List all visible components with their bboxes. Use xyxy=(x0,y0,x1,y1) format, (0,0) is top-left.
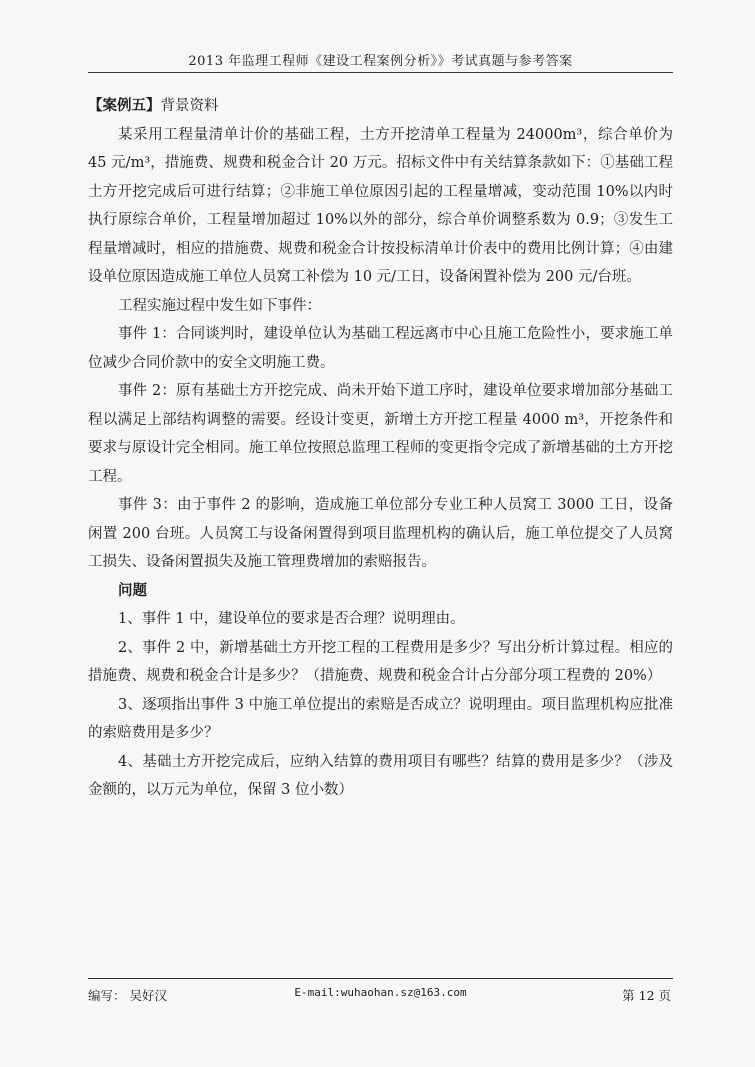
events-intro: 工程实施过程中发生如下事件： xyxy=(118,297,321,314)
case-title-text: 背景资料 xyxy=(160,98,219,114)
header-divider xyxy=(88,72,673,73)
question-2: 2、事件 2 中，新增基础土方开挖工程的工程费用是多少？写出分析计算过程。相应的措施费、规费和税金合计是多少？（措施费、规费和税金合计占分部分项工程费的 20%） xyxy=(88,639,673,684)
footer-editor: 编写： 吴好汉 xyxy=(88,988,167,1003)
questions-title: 问题 xyxy=(118,581,147,599)
background-paragraph: 某采用工程量清单计价的基础工程，土方开挖清单工程量为 24000m³，综合单价为 45 元/m³，措施费、规费和税金合计 20 万元。招标文件中有关结算条款如下：①基础工程土方开挖完成后可进行结算；②非施工单位原因引起的工程量增减，变动范围 10%以内时执行原综合单价，工程量增加超过 10%以外的部分，综合单价调整系数为 0.9；③发生工程量增减时，相应的措施费、规费和税金合计按投标清单计价表中的费用比例计算；④由建设单位原因造成施工单位人员窝工补偿为 10 元/工日，设备闲置补偿为 200 元/台班。 xyxy=(88,126,673,285)
footer-email: E-mail:wuhaohan.sz@163.com xyxy=(294,986,467,999)
event-2: 事件 2：原有基础土方开挖完成、尚未开始下道工序时，建设单位要求增加部分基础工程以满足上部结构调整的需要。经设计变更，新增土方开挖工程量 4000 m³，开挖条件和要求与原设计完全相同。施工单位按照总监理工程师的变更指令完成了新增基础的土方开挖工程。 xyxy=(88,383,673,485)
question-4: 4、基础土方开挖完成后，应纳入结算的费用项目有哪些？结算的费用是多少？（涉及金额的，以万元为单位，保留 3 位小数） xyxy=(88,753,673,798)
page-header: 2013 年监理工程师《建设工程案例分析》》考试真题与参考答案 xyxy=(188,54,573,69)
event-1: 事件 1：合同谈判时，建设单位认为基础工程远离市中心且施工危险性小，要求施工单位减少合同价款中的安全文明施工费。 xyxy=(88,326,673,371)
page-footer xyxy=(88,986,673,1006)
footer-page-number: 第 12 页 xyxy=(622,988,671,1003)
case-title-label: 【案例五】 xyxy=(88,97,161,114)
question-3: 3、逐项指出事件 3 中施工单位提出的索赔是否成立？说明理由。项目监理机构应批准的索赔费用是多少？ xyxy=(88,696,673,741)
case-title xyxy=(88,92,673,121)
footer-divider xyxy=(88,978,673,979)
question-1: 1、事件 1 中，建设单位的要求是否合理？说明理由。 xyxy=(118,611,465,627)
case-content xyxy=(88,92,673,805)
event-3: 事件 3：由于事件 2 的影响，造成施工单位部分专业工种人员窝工 3000 工日，设备闲置 200 台班。人员窝工与设备闲置得到项目监理机构的确认后，施工单位提交了人员窝工损失、设备闲置损失及施工管理费增加的索赔报告。 xyxy=(88,497,673,570)
